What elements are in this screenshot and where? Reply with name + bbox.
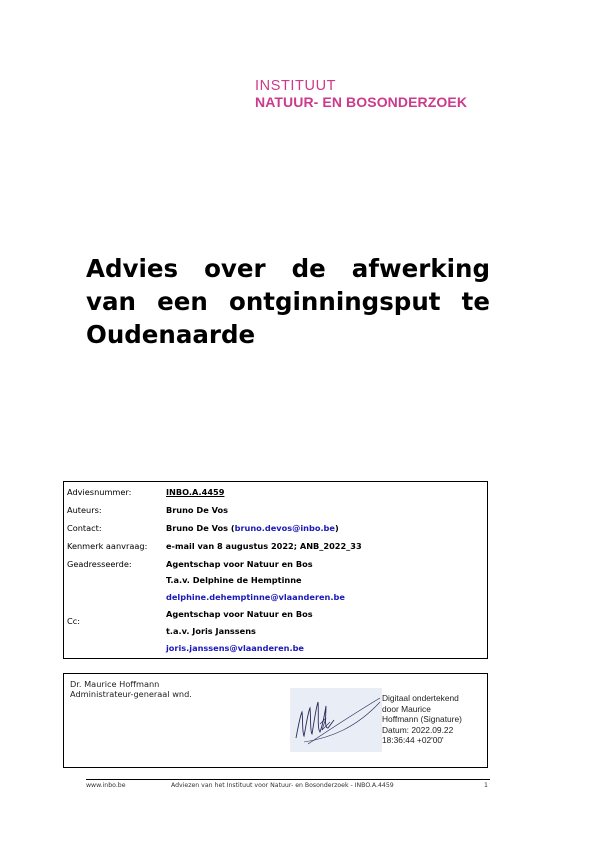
adviesnummer-value: INBO.A.4459 xyxy=(166,487,225,497)
signatory-name: Dr. Maurice Hoffmann xyxy=(70,679,160,689)
handwritten-signature-image xyxy=(290,688,382,752)
auteurs-value: Bruno De Vos xyxy=(166,505,228,515)
advice-info-box xyxy=(63,481,488,659)
logo-line-2: NATUUR- EN BOSONDERZOEK xyxy=(255,94,468,110)
document-title: Advies over de afwerking van een ontginningsput te Oudenaarde xyxy=(86,254,490,349)
contact-name: Bruno De Vos ( xyxy=(166,523,235,533)
signature-box xyxy=(63,673,488,768)
signatory-role: Administrateur-generaal wnd. xyxy=(70,689,192,699)
geadresseerde-label: Geadresseerde: xyxy=(67,559,132,569)
contact-close: ) xyxy=(334,523,339,533)
cc-email-link[interactable]: joris.janssens@vlaanderen.be xyxy=(166,643,304,653)
digital-line-4: Datum: 2022.09.22 xyxy=(382,724,454,735)
geadresseerde-tav: T.a.v. Delphine de Hemptinne xyxy=(166,575,302,585)
contact-label: Contact: xyxy=(67,523,102,533)
logo-line-1: INSTITUUT xyxy=(255,78,337,94)
cc-tav: t.a.v. Joris Janssens xyxy=(166,626,256,636)
footer-divider xyxy=(86,779,490,780)
digital-line-1: Digitaal ondertekend xyxy=(382,693,459,703)
kenmerk-value: e-mail van 8 augustus 2022; ANB_2022_33 xyxy=(166,541,362,551)
digital-signature-text xyxy=(382,693,462,746)
cc-label: Cc: xyxy=(67,616,80,626)
geadresseerde-org: Agentschap voor Natuur en Bos xyxy=(166,559,313,569)
inbo-logo xyxy=(255,78,467,111)
footer-page-number: 1 xyxy=(484,782,488,789)
signature-stroke-icon xyxy=(290,688,382,752)
digital-line-3: Hoffmann (Signature) xyxy=(382,714,462,725)
footer-website: www.inbo.be xyxy=(86,782,126,789)
digital-line-2: door Maurice xyxy=(382,703,431,714)
digital-line-5: 18:36:44 +02'00' xyxy=(382,735,444,746)
contact-email-link[interactable]: bruno.devos@inbo.be xyxy=(234,523,335,533)
contact-value xyxy=(166,523,339,533)
signatory xyxy=(70,679,192,699)
geadresseerde-email-link[interactable]: delphine.dehemptinne@vlaanderen.be xyxy=(166,592,345,602)
adviesnummer-label: Adviesnummer: xyxy=(67,487,132,497)
kenmerk-label: Kenmerk aanvraag: xyxy=(67,541,148,551)
footer-center-text: Adviezen van het Instituut voor Natuur- en Bosonderzoek - INBO.A.4459 xyxy=(171,782,394,789)
auteurs-label: Auteurs: xyxy=(67,505,102,515)
cc-org: Agentschap voor Natuur en Bos xyxy=(166,609,313,619)
